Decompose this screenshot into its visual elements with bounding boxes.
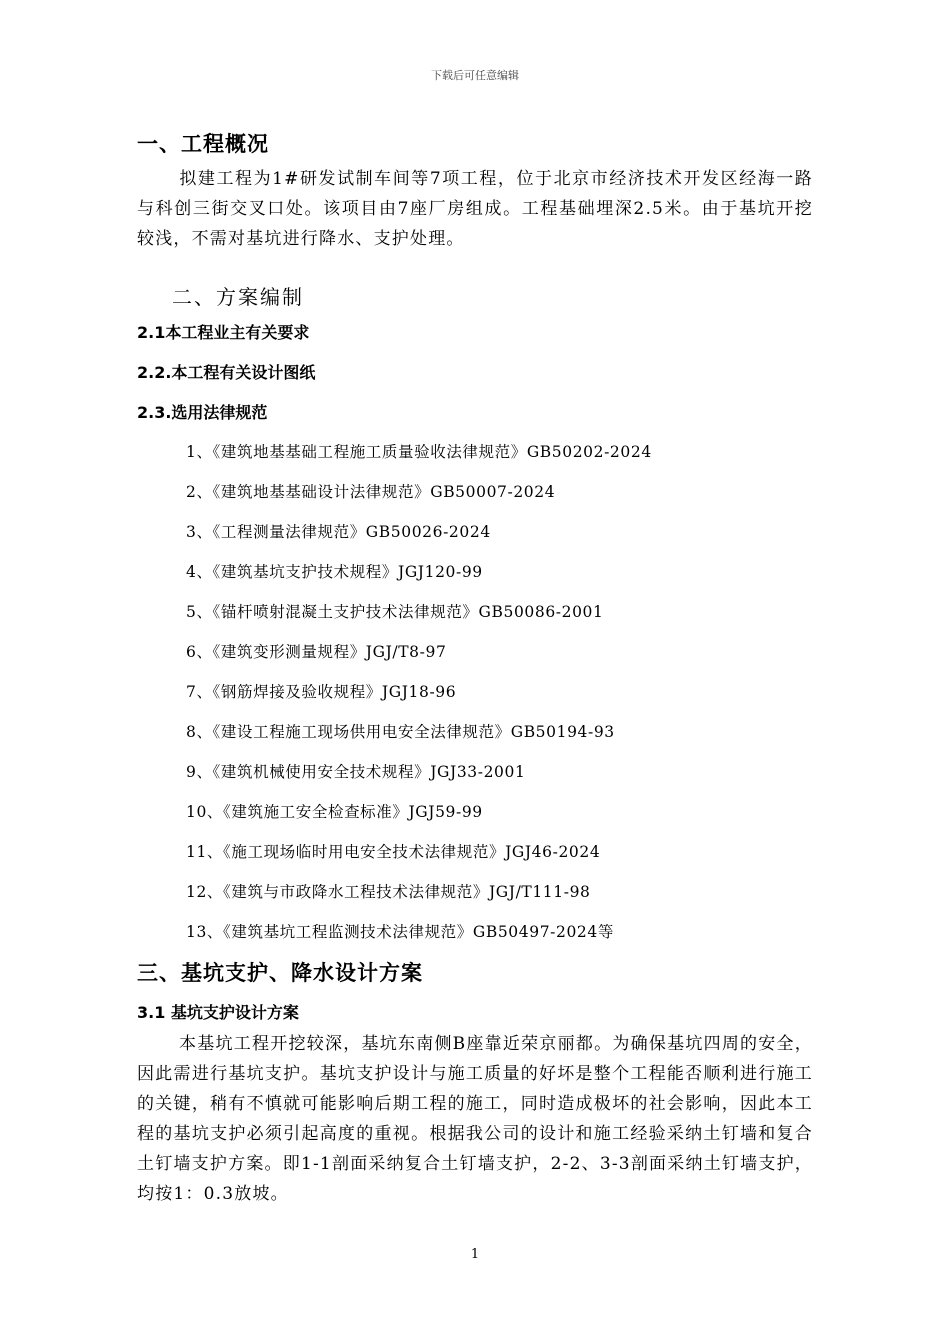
reference-item: 2、《建筑地基基础设计法律规范》GB50007-2024 — [186, 483, 556, 501]
section-2-title: 二、方案编制 — [172, 285, 304, 309]
subsection-3-1-title: 3.1 基坑支护设计方案 — [137, 1003, 299, 1022]
section-1-title: 一、工程概况 — [137, 132, 269, 156]
subsection-2-1-title: 2.1本工程业主有关要求 — [137, 323, 310, 342]
reference-item: 3、《工程测量法律规范》GB50026-2024 — [186, 523, 491, 541]
reference-item: 12、《建筑与市政降水工程技术法律规范》JGJ/T111-98 — [186, 883, 591, 901]
reference-item: 1、《建筑地基基础工程施工质量验收法律规范》GB50202-2024 — [186, 443, 652, 461]
subsection-2-2-title: 2.2.本工程有关设计图纸 — [137, 363, 316, 382]
reference-item: 11、《施工现场临时用电安全技术法律规范》JGJ46-2024 — [186, 843, 601, 861]
reference-item: 4、《建筑基坑支护技术规程》JGJ120-99 — [186, 563, 483, 581]
reference-item: 8、《建设工程施工现场供用电安全法律规范》GB50194-93 — [186, 723, 615, 741]
section-1-paragraph-text: 拟建工程为1#研发试制车间等7项工程，位于北京市经济技术开发区经海一路与科创三街交叉口处。该项目由7座厂房组成。工程基础埋深2.5米。由于基坑开挖较浅，不需对基坑进行降水、支护处理。 — [137, 169, 813, 249]
page-header: 下载后可任意编辑 — [431, 69, 519, 82]
reference-item: 7、《钢筋焊接及验收规程》JGJ18-96 — [186, 683, 457, 701]
reference-item: 13、《建筑基坑工程监测技术法律规范》GB50497-2024等 — [186, 923, 614, 941]
section-3-title: 三、基坑支护、降水设计方案 — [137, 961, 423, 985]
subsection-2-3-title: 2.3.选用法律规范 — [137, 403, 268, 422]
reference-item: 5、《锚杆喷射混凝土支护技术法律规范》GB50086-2001 — [186, 603, 604, 621]
section-1-paragraph — [137, 164, 813, 254]
reference-list — [186, 440, 652, 960]
section-3-paragraph — [137, 1029, 813, 1209]
section-3-paragraph-text: 本基坑工程开挖较深，基坑东南侧B座靠近荣京丽都。为确保基坑四周的安全，因此需进行基坑支护。基坑支护设计与施工质量的好坏是整个工程能否顺利进行施工的关键，稍有不慎就可能影响后期工程的施工，同时造成极坏的社会影响，因此本工程的基坑支护必须引起高度的重视。根据我公司的设计和施工经验采纳土钉墙和复合土钉墙支护方案。即1-1剖面采纳复合土钉墙支护，2-2、3-3剖面采纳土钉墙支护，均按1：0.3放坡。 — [137, 1034, 813, 1204]
reference-item: 10、《建筑施工安全检查标准》JGJ59-99 — [186, 803, 483, 821]
page-number: 1 — [470, 1247, 480, 1262]
reference-item: 6、《建筑变形测量规程》JGJ/T8-97 — [186, 643, 447, 661]
reference-item: 9、《建筑机械使用安全技术规程》JGJ33-2001 — [186, 763, 526, 781]
